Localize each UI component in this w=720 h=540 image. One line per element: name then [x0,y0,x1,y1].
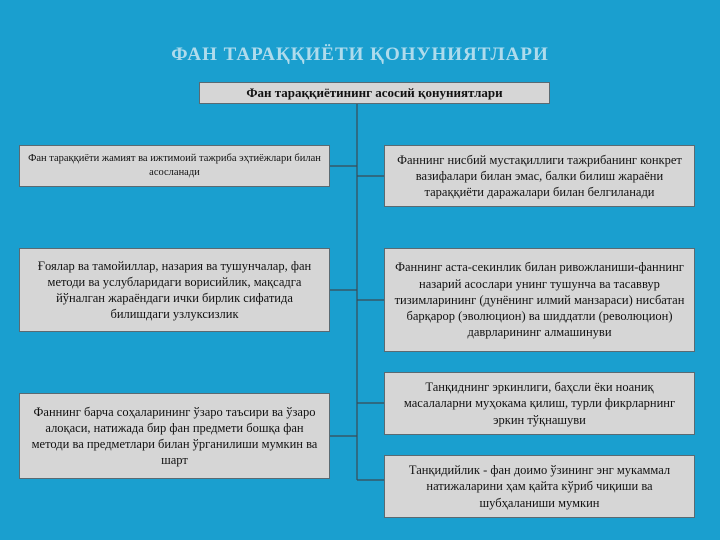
left-node-3: Фаннинг барча соҳаларининг ўзаро таъсири ва ўзаро алоқаси, натижада бир фан предмети бошқа фан методи ва предметлари билан ўрганилиши мумкин ва шарт [19,393,330,479]
root-node: Фан тараққиётининг асосий қонуниятлари [199,82,550,104]
right-node-2: Фаннинг аста-секинлик билан ривожланиши-фаннинг назарий асослари унинг тушунча ва тасаввур тизимларининг (дунёнинг илмий манзараси) нисбатан барқарор (эволюцион) ва шиддатли (революцион) даврларининг алмашинуви [384,248,695,352]
right-node-1: Фаннинг нисбий мустақиллиги тажрибанинг конкрет вазифалари билан эмас, балки билиш жараёни тараққиёти даражалари билан белгиланади [384,145,695,207]
right-node-4: Танқидийлик - фан доимо ўзининг энг мукаммал натижаларини ҳам қайта кўриб чиқиши ва шубҳаланиши мумкин [384,455,695,518]
left-node-2: Ғоялар ва тамойиллар, назария ва тушунчалар, фан методи ва услубларидаги ворисийлик, мақсадга йўналган жараёндаги ички бирлик сифатида билишдаги узлуксизлик [19,248,330,332]
diagram-title: ФАН ТАРАҚҚИЁТИ ҚОНУНИЯТЛАРИ [171,44,549,65]
left-node-1: Фан тараққиёти жамият ва ижтимоий тажриба эҳтиёжлари билан асосланади [19,145,330,187]
right-node-3: Танқиднинг эркинлиги, баҳсли ёки ноаниқ масалаларни муҳокама қилиш, турли фикрларнинг эркин тўқнашуви [384,372,695,435]
